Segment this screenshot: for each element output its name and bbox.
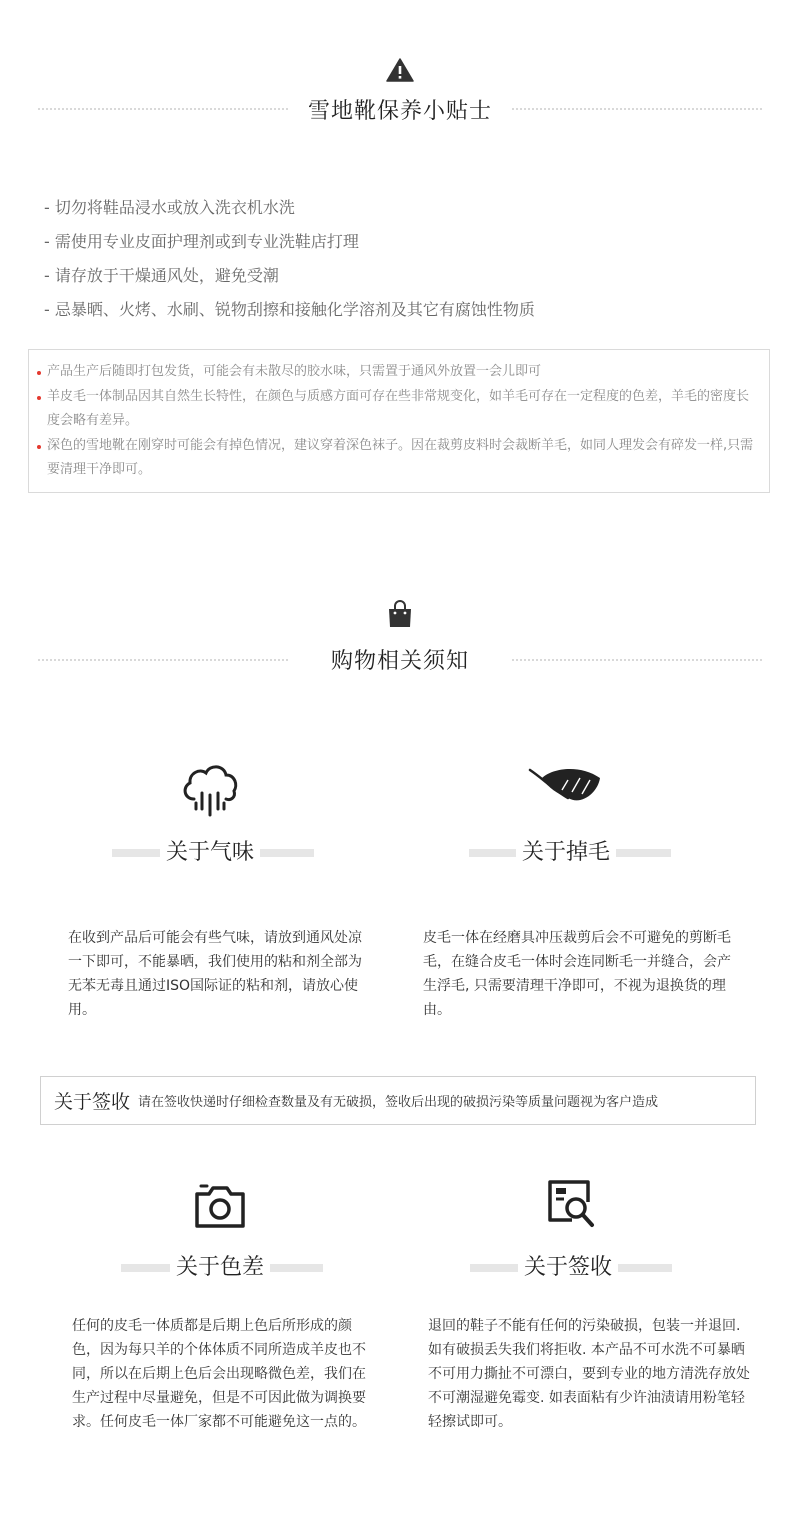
bullet-dot bbox=[37, 445, 41, 449]
notice-item bbox=[37, 434, 761, 483]
care-title: 雪地靴保养小贴士 bbox=[307, 99, 492, 124]
inspect-magnifier-icon bbox=[546, 1178, 596, 1230]
notice-item bbox=[37, 385, 761, 434]
color-text: 任何的皮毛一体质都是后期上色后所形成的颜色，因为每只羊的个体体质不同所造成羊皮也不同，所以在后期上色后会出现略微色差，我们在生产过程中尽量避免，但是不可因此做为调换要求。任何皮毛一体厂家都不可能避免这一点的。 bbox=[72, 1318, 366, 1430]
sign-strip-text: 请在签收快递时仔细检查数量及有无破损，签收后出现的破损污染等质量问题视为客户造成 bbox=[138, 1095, 659, 1110]
receive-text: 退回的鞋子不能有任何的污染破损，包装一并退回. 如有破损丢失我们将拒收. 本产品不可水洗不可暴晒不可用力撕扯不可漂白，要到专业的地方清洗存放处不可潮湿避免霉变. 如表面粘有少许油渍请用粉笔轻轻擦试即可。 bbox=[428, 1318, 750, 1430]
feather-icon bbox=[528, 768, 604, 808]
notice-text: 羊皮毛一体制品因其自然生长特性，在颜色与质感方面可存在些非常规变化，如羊毛可存在一定程度的色差，羊毛的密度长度会略有差异。 bbox=[47, 388, 750, 428]
shedding-title: 关于掉毛 bbox=[516, 838, 616, 868]
bullet-dot bbox=[37, 371, 41, 375]
odor-text: 在收到产品后可能会有些气味，请放到通风处凉一下即可，不能暴晒，我们使用的粘和剂全部为无苯无毒且通过ISO国际证的粘和剂，请放心使用。 bbox=[68, 930, 362, 1018]
notice-item bbox=[37, 360, 761, 385]
shopping-bag-icon bbox=[387, 600, 413, 628]
list-item: - 切勿将鞋品浸水或放入洗衣机水洗 bbox=[44, 198, 295, 217]
list-item: - 需使用专业皮面护理剂或到专业洗鞋店打理 bbox=[44, 232, 359, 251]
odor-title: 关于气味 bbox=[160, 838, 260, 868]
notice-box bbox=[28, 349, 770, 493]
warning-icon bbox=[386, 58, 414, 82]
shedding-text: 皮毛一体在经磨具冲压裁剪后会不可避免的剪断毛毛，在缝合皮毛一体时会连同断毛一并缝合，会产生浮毛, 只需要清理干净即可，不视为退换货的理由。 bbox=[423, 930, 731, 1018]
bullet-dot bbox=[37, 396, 41, 400]
shopping-title: 购物相关须知 bbox=[330, 649, 469, 674]
camera-icon bbox=[193, 1180, 247, 1230]
sign-strip bbox=[40, 1076, 756, 1125]
receive-title: 关于签收 bbox=[518, 1253, 618, 1283]
notice-text: 深色的雪地靴在刚穿时可能会有掉色情况，建议穿着深色袜子。因在裁剪皮料时会裁断羊毛，如同人理发会有碎发一样,只需要清理干净即可。 bbox=[47, 437, 754, 477]
sign-strip-title: 关于签收 bbox=[54, 1091, 131, 1113]
color-title: 关于色差 bbox=[170, 1253, 270, 1283]
list-item: - 忌暴晒、火烤、水刷、锐物刮擦和接触化学溶剂及其它有腐蚀性物质 bbox=[44, 300, 535, 319]
steam-cloud-icon bbox=[180, 763, 240, 817]
care-tips-list bbox=[44, 196, 535, 332]
notice-text: 产品生产后随即打包发货，可能会有未散尽的胶水味，只需置于通风外放置一会儿即可 bbox=[47, 364, 542, 379]
list-item: - 请存放于干燥通风处，避免受潮 bbox=[44, 266, 279, 285]
